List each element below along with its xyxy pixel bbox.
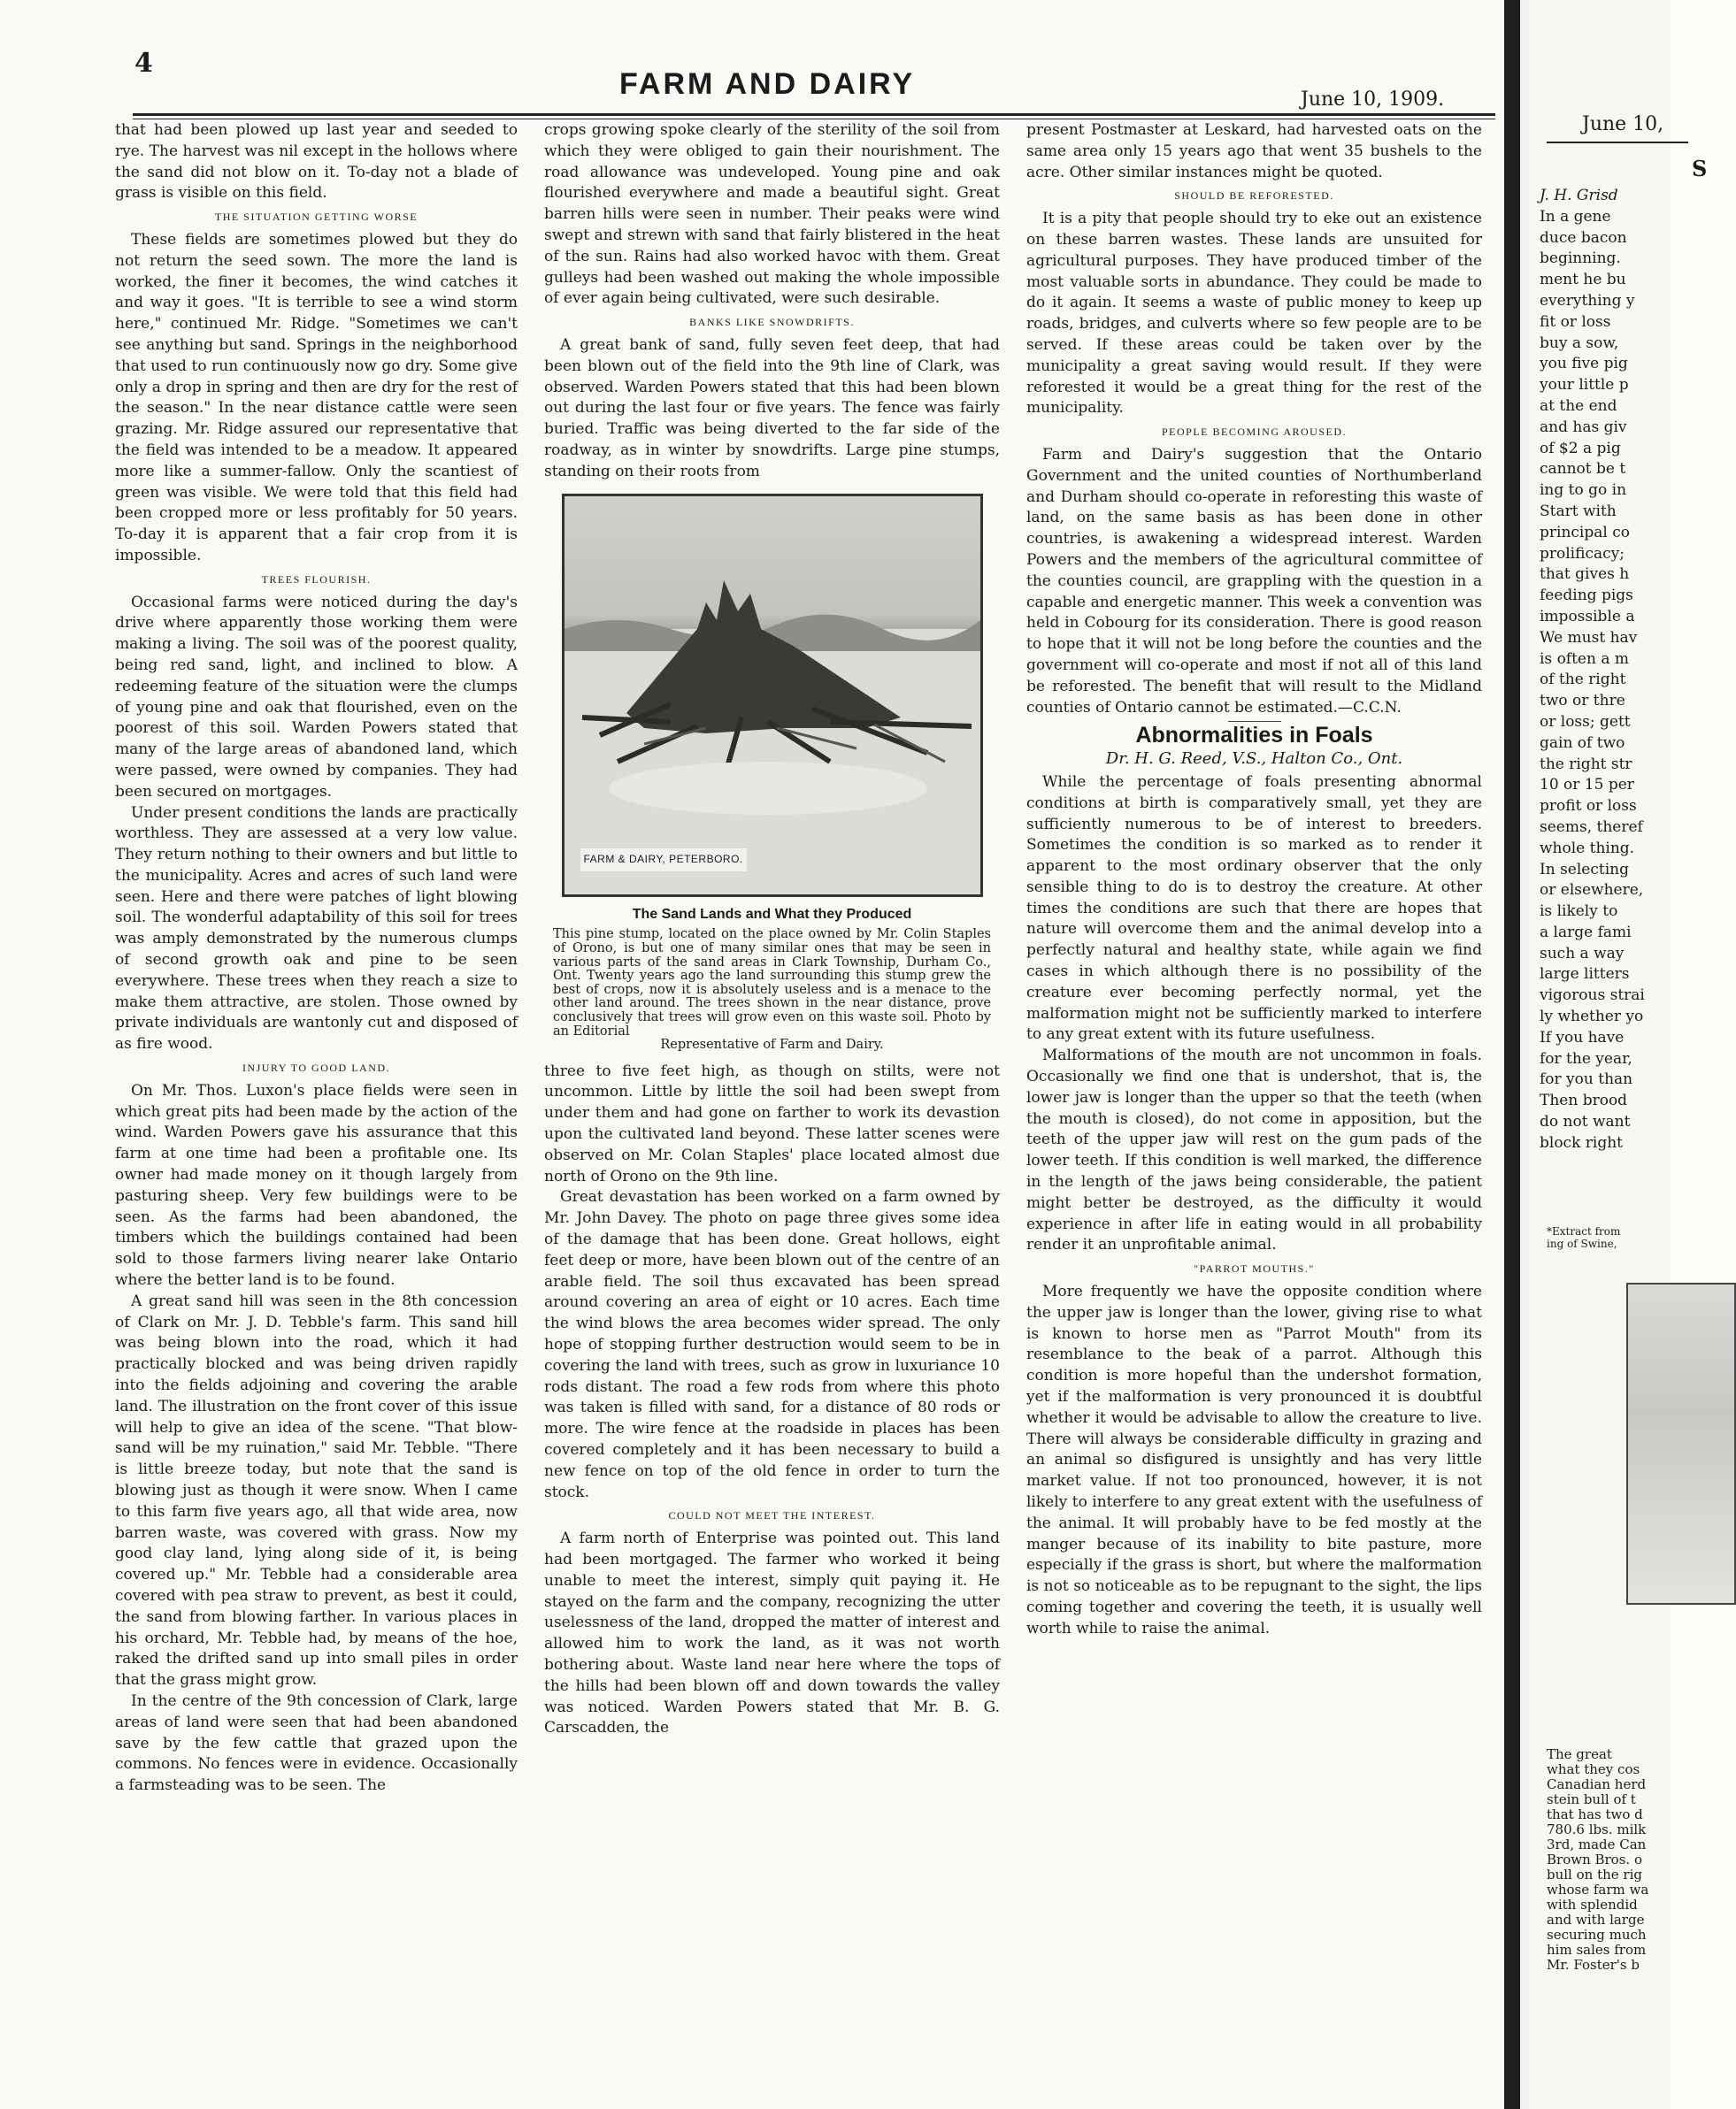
text-line: two or thre [1540,692,1625,710]
header-rule [133,113,1495,116]
text-line: such a way [1540,944,1625,962]
text-line: fit or loss [1540,312,1611,331]
subheading: THE SITUATION GETTING WORSE [214,211,419,224]
animal-photo [1626,1283,1736,1605]
subheading: BANKS LIKE SNOWDRIFTS. [689,316,855,329]
subheading: INJURY TO GOOD LAND. [242,1062,391,1075]
text-line: The great [1547,1746,1612,1762]
facing-page [1529,0,1708,2109]
paragraph: A great sand hill was seen in the 8th concession of Clark on Mr. J. D. Tebble's farm. This sand hill was being blown into the road, which it had practically blocked and was being driven rapidly into the fields adjoining and covering the arable land. The illustration on the front cover of this issue will help to give an idea of the scene. "That blow-sand will be my ruination," said Mr. Tebble. "There is little breeze today, but note that the sand is blowing just as though it were snow. When I came to this farm five years ago, all that wide area, now barren waste, was covered with grass. Now my good clay land, lying along side of it, is being covered up." Mr. Tebble had a considerable area covered with pea straw to prevent, as best it could, the sand from blowing farther. In various places in his orchard, Mr. Tebble had, by means of the hoe, raked the drifted sand up into small piles in order that the grass might grow. [115,1292,518,1690]
text-line: In a gene [1540,207,1611,226]
paragraph: It is a pity that people should try to eke out an existence on these barren wastes. These lands are unsuited for agricultural purposes. They have produced timber of the most valuable sorts in abundance. They could be made to do it again. It seems a waste of public money to keep up roads, bridges, and culverts where so few people are to be served. If these areas could be taken over by the municipality a great saving would result. If they were reforested it would be a great thing for the rest of the municipality. [1026,210,1482,418]
text-line: that has two d [1547,1806,1643,1822]
paragraph: These fields are sometimes plowed but they do not return the seed sown. The more the land is worked, the finer it becomes, the wind catches it and way it goes. "It is terrible to see a wind storm here," continued Mr. Ridge. "Sometimes we can't see anything but sand. Springs in the neighborhood that used to run continuously now go dry. Some give only a drop in spring and then are dry for the rest of the season." In the near distance cattle were seen grazing. Mr. Ridge assured our representative that the field was intended to be a meadow. It appeared more like a summer-fallow. Only the scantiest of green was visible. We were told that this field had been cropped more or less profitably for 50 years. To-day it is apparent that a fair crop from it is impossible. [115,230,518,564]
text-line: beginning. [1540,249,1621,268]
footnote-line: ing of Swine, [1547,1238,1617,1250]
paragraph: that had been plowed up last year and seeded to rye. The harvest was nil except in the hollows where the sand did not blow on it. To-day not a blade of grass is visible on this field. [115,121,518,203]
text-line: do not want [1540,1113,1631,1131]
paragraph: Great devastation has been worked on a farm owned by Mr. John Davey. The photo on page three gives some idea of the damage that has been done. Great hollows, eight feet deep or more, have been blown out of the centre of an arable field. The soil thus excavated has been spread around covering an area of eight or 10 acres. Each time the wind blows the area becomes wider spread. The only hope of stopping further destruction would seem to be in covering the land with trees, such as grow in luxuriance 10 rods distant. The road a few rods from where this photo was taken is filled with sand, for a distance of 80 rods or more. The wire fence at the roadside in places has been covered completely and it has been necessary to build a new fence on top of the old fence in order to turn the stock. [544,1188,1000,1501]
text-line: and with large [1547,1912,1645,1928]
text-line: cannot be t [1540,460,1626,479]
text-line: whole thing. [1540,839,1635,857]
text-line: at the end [1540,396,1617,415]
footnote [1547,1225,1688,1250]
text-line: large litters [1540,965,1630,984]
subheading: COULD NOT MEET THE INTEREST. [668,1509,876,1522]
text-line: impossible a [1540,607,1635,625]
photo-caption-title: The Sand Lands and What they Produced [632,906,912,922]
paragraph: A great bank of sand, fully seven feet deep, that had been blown out of the field into the 9th line of Clark, was observed. Warden Powers stated that this had been blown out during the last four or five years. The fence was fairly buried. Traffic was being diverted to the far side of the roadway, as in winter by snowdrifts. Large pine stumps, standing on their roots from [544,335,1000,480]
stump-illustration [565,496,980,894]
issue-date: June 10, 1909. [1301,88,1445,111]
text-line: of the right [1540,671,1626,689]
text-line: your little p [1540,376,1629,395]
text-line: Canadian herd [1547,1776,1647,1792]
text-line: gain of two [1540,733,1625,752]
text-line: you five pig [1540,355,1628,373]
text-line: of $2 a pig [1540,439,1621,457]
text-line: feeding pigs [1540,587,1633,605]
paragraph: In the centre of the 9th concession of Clark, large areas of land were seen that had been abandoned save by the few cattle that grazed upon the commons. No fences were in evidence. Occasionally a farmsteading was to be seen. The [115,1691,518,1795]
text-line: for the year, [1540,1049,1632,1068]
text-line: what they cos [1547,1761,1640,1777]
paragraph: Malformations of the mouth are not uncommon in foals. Occasionally we find one that is undershot, that is, the lower jaw is longer than the upper so that the teeth (when the mouth is closed), do not come in apposition, but the teeth of the upper jaw will rest on the gum pads of the lower teeth. If this condition is well marked, the difference in the length of the jaws being considerable, the patient might better be destroyed, as the difficulty it would experience in after life in eating would in all probability render it an unprofitable animal. [1026,1047,1482,1254]
paragraph: present Postmaster at Leskard, had harvested oats on the same area only 15 years ago that went 35 bushels to the acre. Other similar instances might be quoted. [1026,121,1482,181]
text-line: We must hav [1540,628,1638,647]
text-line: block right [1540,1133,1624,1152]
photo-caption [553,928,991,1052]
text-line: whose farm wa [1547,1882,1649,1898]
text-line: everything y [1540,291,1635,310]
text-line: stein bull of t [1547,1791,1636,1807]
text-line: a large fami [1540,923,1632,941]
text-line: If you have [1540,1028,1625,1047]
facing-page-rule [1547,142,1688,143]
paragraph: three to five feet high, as though on stilts, were not uncommon. Little by little the soil had been swept from under them and had gone on farther to work its devastion upon the cultivated land beyond. These latter scenes were observed on Mr. Colan Staples' place located almost due north of Orono on the 9th line. [544,1062,1000,1185]
text-line: Start with [1540,502,1617,520]
facing-page-bottom-text [1547,1747,1688,1973]
subheading: PEOPLE BECOMING AROUSED. [1161,426,1347,439]
paragraph: Farm and Dairy's suggestion that the Ontario Government and the united counties of Northumberland and Durham should co-operate in reforesting this waste of land, on the same basis as has been done in other countries, is awakening a widespread interest. Warden Powers and the members of the agricultural committee of the counties council, are grappling with the question in a capable and energetic manner. This week a convention was held in Cobourg for its consideration. There is good reason to hope that it will not be long before the counties and the government will co-operate and most if not all of this land be reforested. The benefit that will result to the Midland counties of Ontario cannot be estimated.—C.C.N. [1026,445,1482,717]
masthead-title: FARM AND DAIRY [619,67,916,101]
text-line: In selecting [1540,860,1629,878]
divider [1228,721,1281,722]
paragraph: Under present conditions the lands are practically worthless. They are assessed at a very low value. They return nothing to their owners and but little to the municipality. Acres and acres of such land were seen. Here and there were patches of light blowing soil. The wonderful adaptability of this soil for trees was amply demonstrated by the numerous clumps of second growth oak and pine to be seen everywhere. These trees when they reach a size to make them attractive, are stolen. Those owned by private individuals are wantonly cut and disposed of as fire wood. [115,803,518,1054]
column-1 [115,120,518,1797]
article-title: Abnormalities in Foals [1135,723,1373,748]
text-line: is likely to [1540,902,1618,921]
text-line: with splendid [1547,1897,1638,1913]
paragraph: crops growing spoke clearly of the sterility of the soil from which they were obliged to gain their nourishment. The road allowance was undeveloped. Young pine and oak flourished everywhere and made a beautiful sight. Great barren hills were seen in number. Their peaks were wind swept and strewn with sand that fairly blistered in the heat of the sun. Rains had also worked havoc with them. Great gulleys had been washed out making the whole impossible of ever again being cultivated, were such desirable. [544,121,1000,308]
paragraph: While the percentage of foals presenting abnormal conditions at birth is comparatively small, yet they are sufficiently numerous to be of interest to breeders. Sometimes the condition is so marked as to render it apparent to the most ordinary observer that the only sensible thing to do is to destroy the creature. At other times the conditions are such that there are hopes that nature will overcome them and the animal develop into a perfectly natural and healthy state, while again we find cases in which although there is no possibility of the creature ever becoming perfectly normal, yet the malformation might not be sufficiently marked to interfere to any great extent with its future usefulness. [1026,772,1482,1044]
text-line: vigorous strai [1540,986,1645,1005]
subheading: TREES FLOURISH. [261,572,372,586]
paragraph: On Mr. Thos. Luxon's place fields were seen in which great pits had been made by the action of the wind. Warden Powers gave his assurance that this farm at one time had been a profitable one. Its owner had made money on it though largely from pasturing sheep. Very few buildings were to be seen. As the farms had been abandoned, the timbers which the buildings contained had been sold to those farmers living nearer lake Ontario where the better land is to be found. [115,1081,518,1290]
text-line: for you than [1540,1070,1633,1089]
text-line: 3rd, made Can [1547,1837,1647,1852]
subheading: "PARROT MOUTHS." [1194,1262,1315,1276]
text-line: 10 or 15 per [1540,776,1634,794]
caption-signature: Representative of Farm and Dairy. [660,1038,884,1053]
page-gutter [1504,0,1520,2109]
facing-page-column [1540,186,1690,1154]
column-2 [544,120,1000,1739]
text-line: Mr. Foster's b [1547,1957,1640,1973]
paragraph: Occasional farms were noticed during the day's drive where apparently those working them were making a living. The soil was of the poorest quality, being red sand, light, and inclined to blow. A redeeming feature of the situation were the clumps of young pine and oak that flourished, even on the poorest of this soil. Warden Powers stated that many of the large areas of abandoned land, which were passed, were owned by companies. They had been secured on mortgages. [115,593,518,801]
article-byline: Dr. H. G. Reed, V.S., Halton Co., Ont. [1105,749,1403,769]
text-line: profit or loss [1540,797,1637,816]
photo-credit: FARM & DAIRY, PETERBORO. [580,848,747,871]
text-line: 780.6 lbs. milk [1547,1821,1647,1837]
page-gap [1520,0,1529,2109]
text-line: the right str [1540,755,1632,773]
facing-page-heading: S [1692,156,1708,181]
text-line: ly whether yo [1540,1008,1644,1026]
text-line: duce bacon [1540,228,1627,247]
text-line: principal co [1540,523,1630,541]
text-line: securing much [1547,1927,1647,1943]
paragraph: A farm north of Enterprise was pointed out. This land had been mortgaged. The farmer who worked it being unable to meet the interest, simply quit paying it. He stayed on the farm and the company, recognizing the utter uselessness of the land, dropped the matter of interest and allowed him to work the land, as it was not worth bothering about. Waste land near here where the tops of the hills had been blown off and down towards the valley was noticed. Warden Powers stated that Mr. B. G. Carscadden, the [544,1530,1000,1737]
page-number: 4 [134,48,153,79]
text-line: that gives h [1540,565,1630,584]
caption-text: This pine stump, located on the place owned by Mr. Colin Staples of Orono, is but one of many similar ones that may be seen in various parts of the sand areas in Clark Township, Durham Co., Ont. Twenty years ago the land surrounding this stump grew the best of crops, now it is absolutely useless and is a menace to the other land around. The trees shown in the near distance, prove conclusively that trees will grow even on this waste soil. Photo by an Editorial [553,927,991,1039]
text-line: ing to go in [1540,481,1627,500]
text-line: him sales from [1547,1942,1647,1958]
text-line: and has giv [1540,418,1627,436]
text-line: Then brood [1540,1092,1628,1110]
footnote-line: *Extract from [1547,1225,1621,1238]
facing-page-date: June 10, [1582,113,1664,135]
text-line: Brown Bros. o [1547,1852,1642,1867]
paragraph: More frequently we have the opposite condition where the upper jaw is longer than the lower, giving rise to what is known to horse men as "Parrot Mouth" from its resemblance to the beak of a parrot. Although this condition is more hopeful than the undershot formation, yet if the malformation is very pronounced it is doubtful whether it would be advisable to allow the creature to live. There will always be considerable difficulty in grazing and an animal so disfigured is unsightly and has very little market value. If not too pronounced, however, it is not likely to interfere to any great extent with the usefulness of the animal. It will probably have to be fed mostly at the manger because of its inability to bite pasture, more especially if the grass is short, but where the malformation is not so noticeable as to be repugnant to the sight, the lips coming together and covering the teeth, it is usually well worth while to raise the animal. [1026,1283,1482,1637]
pine-stump-photo [562,494,983,897]
column-3 [1026,120,1482,1640]
text-line: ment he bu [1540,271,1626,289]
text-line: prolificacy; [1540,544,1625,563]
text-line: or elsewhere, [1540,881,1644,900]
text-line: seems, theref [1540,817,1643,836]
text-line: or loss; gett [1540,712,1631,731]
text-line: is often a m [1540,649,1629,668]
text-line: J. H. Grisd [1540,187,1618,204]
text-line: buy a sow, [1540,334,1619,352]
text-line: bull on the rig [1547,1867,1642,1883]
subheading: SHOULD BE REFORESTED. [1174,189,1334,203]
